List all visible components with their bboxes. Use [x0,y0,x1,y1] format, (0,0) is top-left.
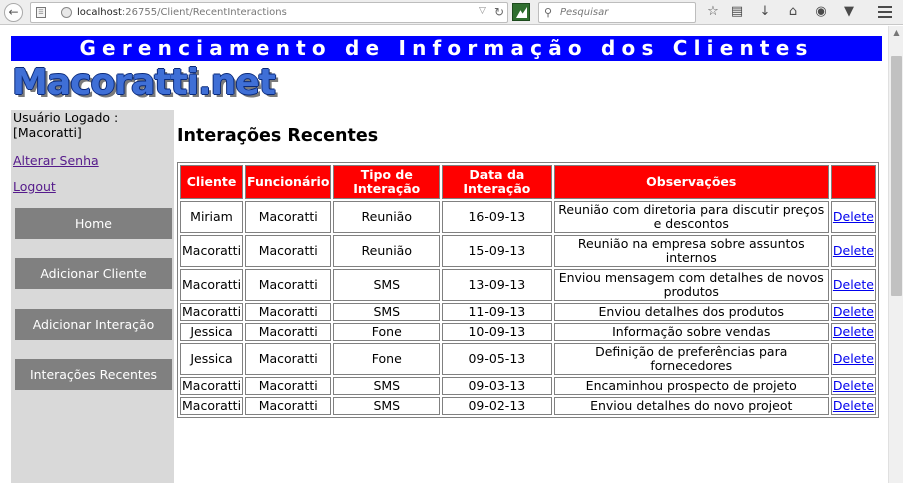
delete-link[interactable]: Delete [832,304,874,319]
delete-link[interactable]: Delete [832,324,874,339]
extension-icon[interactable] [512,3,530,21]
page-title: Interações Recentes [177,126,379,146]
cell-employee: Macoratti [245,343,331,375]
cell-actions [831,397,876,415]
cell-client: Macoratti [182,304,242,319]
cell-notes: Reunião com diretoria para discutir preços e descontos [554,201,829,233]
scrollbar[interactable] [888,26,903,483]
cell-interaction-type: Fone [333,323,440,341]
page-header: Gerenciamento de Informação dos Clientes [11,36,882,61]
table-row [180,303,876,321]
address-bar[interactable] [30,2,508,23]
header-notes: Observações [554,165,829,199]
logged-user-caption: Usuário Logado : [13,110,119,125]
search-input[interactable] [538,2,696,23]
cell-interaction-date: 13-09-13 [442,269,552,301]
header-actions [831,165,876,199]
dropdown-icon[interactable]: ▽ [479,6,486,16]
scrollbar-thumb[interactable] [891,56,902,296]
cell-employee: Macoratti [245,235,331,267]
logout-link[interactable]: Logout [13,179,56,194]
reading-list-icon[interactable]: ▤ [730,4,744,19]
cell-client: Miriam [180,201,243,233]
cell-interaction-type: SMS [333,269,440,301]
table-row [180,201,876,233]
cell-actions [831,323,876,341]
back-arrow-icon[interactable]: ← [4,3,23,22]
cell-interaction-type: Fone [333,343,440,375]
delete-link[interactable]: Delete [832,398,874,413]
search-placeholder: Pesquisar [560,7,609,18]
cell-employee: Macoratti [245,377,331,395]
recent-interactions-button[interactable]: Interações Recentes [15,359,172,390]
logged-user-label [13,110,118,140]
interactions-table [177,162,879,418]
url-path: :26755/Client/RecentInteractions [121,7,287,18]
cell-employee: Macoratti [245,397,331,415]
page-viewport [0,26,903,483]
cell-notes: Reunião na empresa sobre assuntos internos [554,235,829,267]
document-icon: ☰ [36,7,46,18]
chat-icon[interactable]: ◉ [815,4,827,19]
cell-interaction-date: 09-03-13 [442,377,552,395]
globe-icon [61,7,72,18]
scroll-up-icon[interactable]: ▲ [893,28,900,37]
cell-employee: Macoratti [245,303,331,321]
cell-interaction-date: 11-09-13 [442,303,552,321]
home-icon[interactable]: ⌂ [788,4,798,19]
pocket-icon[interactable]: ▼ [844,4,854,19]
cell-interaction-date: 10-09-13 [442,323,552,341]
menu-icon[interactable] [876,3,894,21]
table-row [180,269,876,301]
search-icon: ⚲ [544,6,553,19]
table-row [180,397,876,415]
delete-link[interactable]: Delete [832,243,874,258]
cell-client: Jessica [180,343,243,375]
delete-link[interactable]: Delete [832,209,874,224]
table-row [180,377,876,395]
cell-employee: Macoratti [245,323,331,341]
change-password-link[interactable]: Alterar Senha [13,153,99,168]
header-employee: Funcionário [245,165,331,199]
cell-notes: Enviou mensagem com detalhes de novos produtos [554,269,829,301]
cell-client: Macoratti [182,378,242,393]
star-icon[interactable]: ☆ [707,4,719,19]
cell-interaction-date: 15-09-13 [442,235,552,267]
header-interaction-date: Data da Interação [442,165,552,199]
download-icon[interactable]: ↓ [759,4,771,19]
cell-interaction-type: SMS [333,377,440,395]
cell-notes: Enviou detalhes dos produtos [554,303,829,321]
table-row [180,343,876,375]
cell-interaction-type: SMS [333,397,440,415]
logged-user-name: [Macoratti] [13,125,82,140]
logo: Macoratti.net [12,62,275,103]
url-host: localhost [77,7,122,18]
cell-actions [831,343,876,375]
table-body [180,201,876,415]
delete-link[interactable]: Delete [832,351,874,366]
sidebar [11,110,174,483]
cell-client: Macoratti [180,235,243,267]
cell-notes: Encaminhou prospecto de projeto [554,377,829,395]
table-row [180,235,876,267]
cell-interaction-type: SMS [333,303,440,321]
cell-notes: Enviou detalhes do novo projeot [554,397,829,415]
reload-icon[interactable]: ↻ [494,5,505,19]
cell-actions [831,303,876,321]
cell-interaction-date: 09-02-13 [442,397,552,415]
add-interaction-button[interactable]: Adicionar Interação [15,309,172,340]
browser-toolbar [0,0,903,25]
header-client: Cliente [180,165,243,199]
cell-notes: Informação sobre vendas [554,323,829,341]
delete-link[interactable]: Delete [832,378,874,393]
table-row [180,323,876,341]
add-client-button[interactable]: Adicionar Cliente [15,258,172,289]
cell-notes: Definição de preferências para fornecedores [554,343,829,375]
cell-actions [831,377,876,395]
cell-employee: Macoratti [245,269,331,301]
url-text [77,7,287,18]
cell-actions [831,269,876,301]
cell-client: Jessica [180,323,243,341]
cell-interaction-type: Reunião [333,235,440,267]
cell-actions [831,201,876,233]
home-button[interactable]: Home [15,208,172,239]
header-interaction-type: Tipo de Interação [333,165,440,199]
cell-interaction-type: Reunião [333,201,440,233]
cell-client: Macoratti [182,398,242,413]
delete-link[interactable]: Delete [832,277,874,292]
table-header-row [180,165,876,199]
cell-actions [831,235,876,267]
cell-employee: Macoratti [245,201,331,233]
cell-client: Macoratti [180,269,243,301]
cell-interaction-date: 09-05-13 [442,343,552,375]
cell-interaction-date: 16-09-13 [442,201,552,233]
